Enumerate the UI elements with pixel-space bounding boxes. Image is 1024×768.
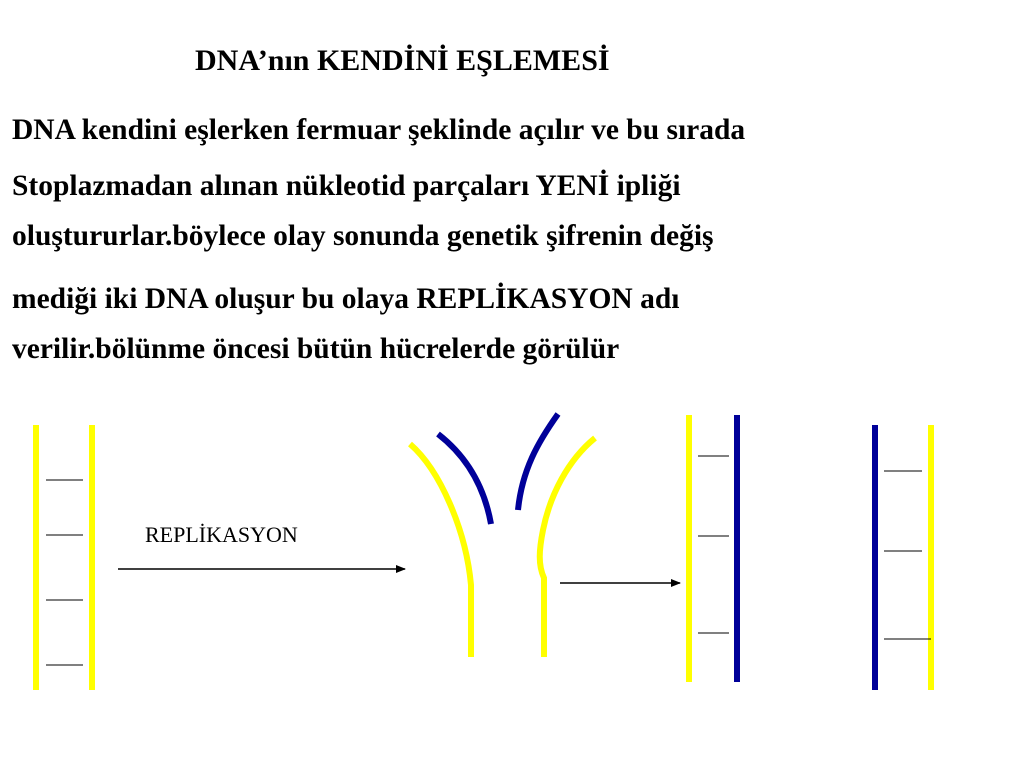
paragraph-line-3: oluştururlar.böylece olay sonunda genetik şifrenin değiş [12,220,714,252]
slide-title: DNA’nın KENDİNİ EŞLEMESİ [195,44,610,77]
paragraph-line-4: mediği iki DNA oluşur bu olaya REPLİKASYON adı [12,283,680,315]
paragraph-line-1: DNA kendini eşlerken fermuar şeklinde açılır ve bu sırada [12,114,746,146]
daughter-dna-2 [875,425,931,690]
new-strand-left-forming [438,434,491,524]
paragraph-line-5: verilir.bölünme öncesi bütün hücrelerde görülür [12,333,620,365]
daughter-dna-1 [689,415,737,682]
old-strand-left-unzipped [410,444,471,657]
original-dna-ladder [36,425,92,690]
replication-fork [410,414,595,657]
old-strand-right-unzipped [540,438,595,657]
paragraph-line-2: Stoplazmadan alınan nükleotid parçaları YENİ ipliği [12,170,681,202]
replication-arrow-label: REPLİKASYON [145,522,298,547]
